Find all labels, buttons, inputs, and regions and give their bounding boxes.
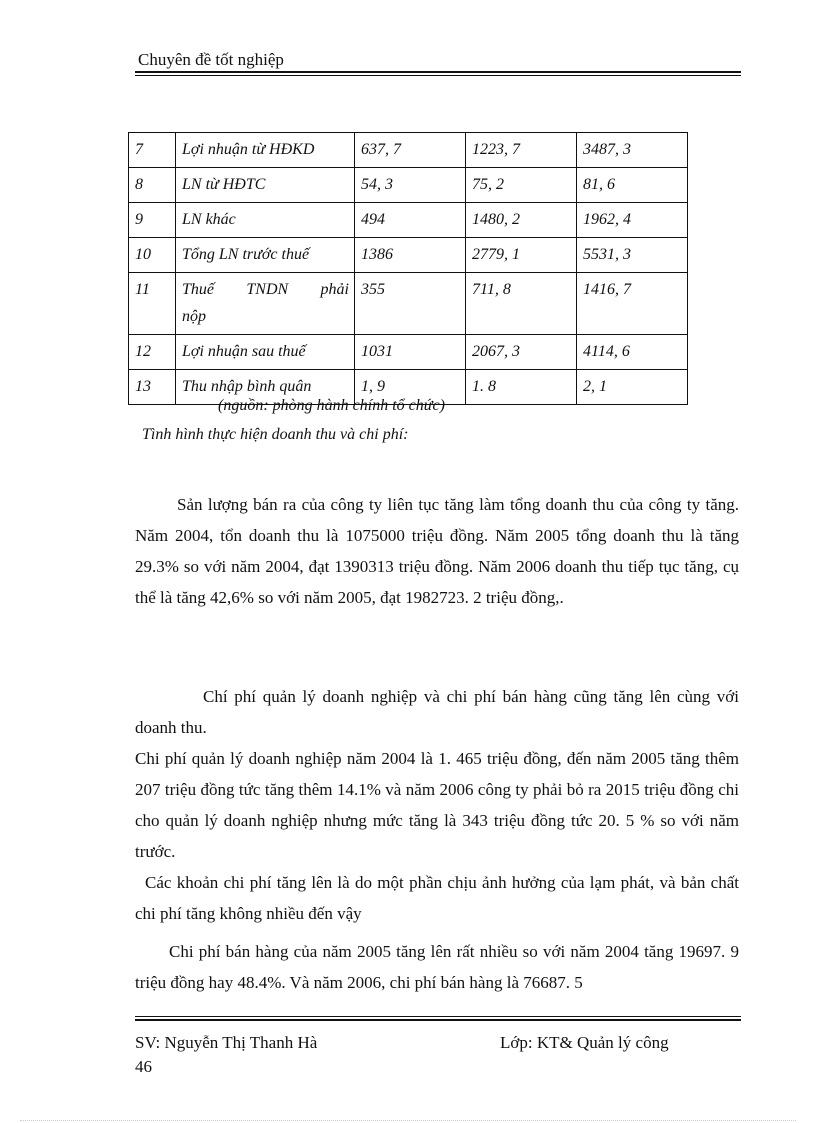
- value-2005: 1. 8: [466, 370, 577, 405]
- value-2005: 1223, 7: [466, 133, 577, 168]
- table-row: [129, 335, 688, 370]
- value-2004: 1, 9: [355, 370, 466, 405]
- table-row: [129, 238, 688, 273]
- header-rule-thick: [135, 71, 741, 73]
- value-2006: 1962, 4: [577, 203, 688, 238]
- row-item: LN khác: [176, 203, 355, 238]
- value-2004: 1386: [355, 238, 466, 273]
- paragraph-revenue: Sản lượng bán ra của công ty liên tục tăng làm tổng doanh thu của công ty tăng. Năm 2004, tổn doanh thu là 1075000 triệu đồng. Năm 2005 tổng doanh thu là tăng 29.3% so với năm 2004, đạt 1390313 triệu đồng. Năm 2006 doanh thu tiếp tục tăng, cụ thể là tăng 42,6% so với năm 2005, đạt 1982723. 2 triệu đồng,.: [135, 495, 739, 607]
- row-item: Thu nhập bình quân: [176, 370, 355, 405]
- value-2004: 54, 3: [355, 168, 466, 203]
- value-2006: 5531, 3: [577, 238, 688, 273]
- value-2006: 1416, 7: [577, 273, 688, 335]
- row-item: [176, 273, 355, 335]
- table-source-note: (nguồn: phòng hành chính tổ chức): [218, 397, 445, 414]
- value-2004: 637, 7: [355, 133, 466, 168]
- paragraph-inflation: Các khoản chi phí tăng lên là do một phần chịu ảnh hưởng của lạm phát, và bản chất chi phí tăng không nhiều đến vậy: [135, 873, 739, 923]
- value-2005: 2779, 1: [466, 238, 577, 273]
- value-2006: 2, 1: [577, 370, 688, 405]
- row-item: Tổng LN trước thuế: [176, 238, 355, 273]
- value-2004: 494: [355, 203, 466, 238]
- value-2005: 2067, 3: [466, 335, 577, 370]
- page-bottom-dotted-line: [20, 1120, 796, 1121]
- row-number: 7: [129, 133, 176, 168]
- profit-table: [128, 132, 688, 405]
- row-item-line1: Thuế TNDN phải: [182, 281, 349, 298]
- value-2005: 75, 2: [466, 168, 577, 203]
- paragraph-costs-intro: Chí phí quản lý doanh nghiệp và chi phí bán hàng cũng tăng lên cùng với doanh thu.: [135, 687, 739, 737]
- footer-rule-thick: [135, 1019, 741, 1021]
- row-number: 8: [129, 168, 176, 203]
- footer-rule-thin: [135, 1016, 741, 1017]
- paragraph-selling-costs: Chi phí bán hàng của năm 2005 tăng lên rất nhiều so với năm 2004 tăng 19697. 9 triệu đồng hay 48.4%. Và năm 2006, chi phí bán hàng là 76687. 5: [135, 942, 739, 992]
- row-number: 11: [129, 273, 176, 335]
- row-number: 12: [129, 335, 176, 370]
- value-2004: 1031: [355, 335, 466, 370]
- row-number: 13: [129, 370, 176, 405]
- row-item: LN từ HĐTC: [176, 168, 355, 203]
- value-2006: 81, 6: [577, 168, 688, 203]
- table-row: [129, 133, 688, 168]
- value-2004: 355: [355, 273, 466, 335]
- row-number: 10: [129, 238, 176, 273]
- paragraph-admin-costs: Chi phí quản lý doanh nghiệp năm 2004 là 1. 465 triệu đồng, đến năm 2005 tăng thêm 207 triệu đồng tức tăng thêm 14.1% và năm 2006 công ty phải bỏ ra 2015 triệu đồng chi cho quản lý doanh nghiệp nhưng mức tăng là 343 triệu đồng tức 20. 5 % so với năm trước.: [135, 749, 739, 861]
- value-2006: 3487, 3: [577, 133, 688, 168]
- row-item-line2: nộp: [182, 308, 206, 325]
- document-title: Chuyên đề tốt nghiệp: [138, 50, 284, 69]
- table-row: [129, 168, 688, 203]
- header-rule-thin: [135, 75, 741, 76]
- row-number: 9: [129, 203, 176, 238]
- value-2006: 4114, 6: [577, 335, 688, 370]
- row-item: Lợi nhuận sau thuế: [176, 335, 355, 370]
- student-name: SV: Nguyễn Thị Thanh Hà: [135, 1033, 318, 1052]
- section-subheading: Tình hình thực hiện doanh thu và chi phí:: [142, 426, 409, 443]
- page-number: 46: [135, 1057, 152, 1076]
- row-item: Lợi nhuận từ HĐKD: [176, 133, 355, 168]
- class-name: Lớp: KT& Quản lý công: [500, 1033, 669, 1052]
- table-row: [129, 273, 688, 335]
- table-row: [129, 203, 688, 238]
- value-2005: 711, 8: [466, 273, 577, 335]
- value-2005: 1480, 2: [466, 203, 577, 238]
